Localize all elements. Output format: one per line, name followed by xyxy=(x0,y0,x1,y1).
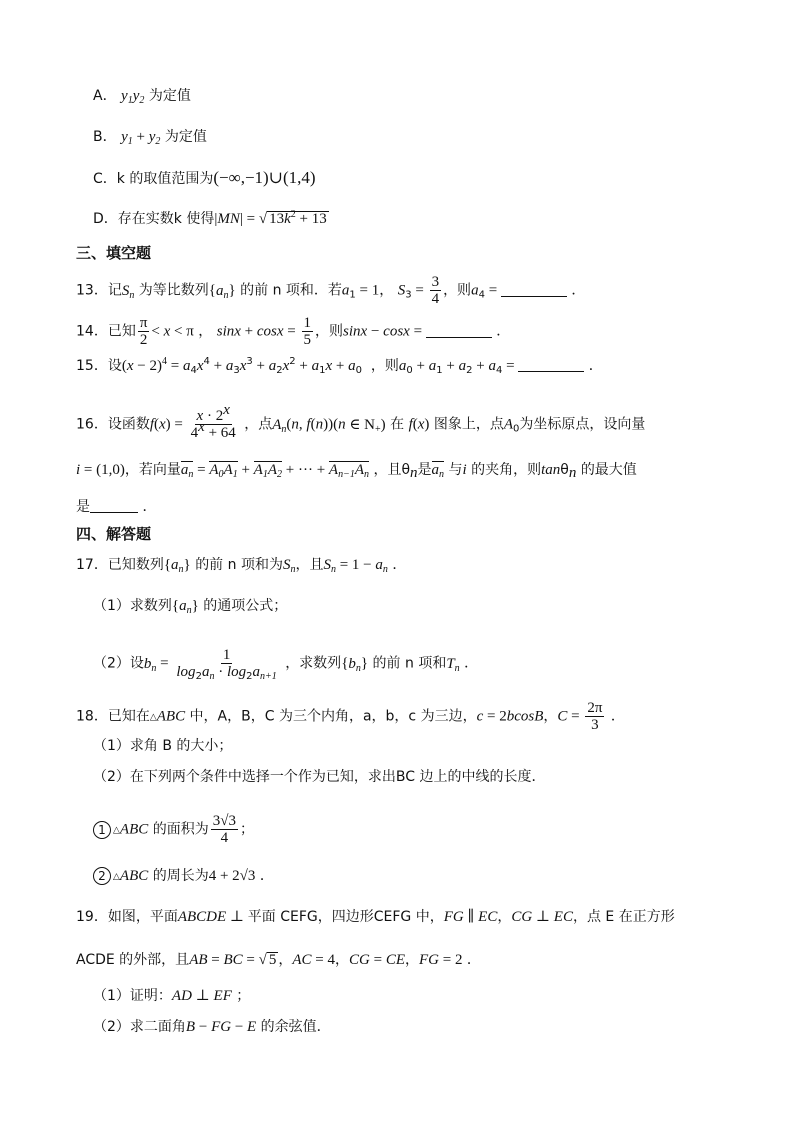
question-19-part-1: （1）证明：AD ⊥ EF ； xyxy=(93,988,251,1004)
question-17-part-2: （2）设$b_n$ = $\frac{1}{\log_2a_n \cdot \log_2a_{n+1}}$ ，求数列$\{b_n\}$ 的前 n 项和$T_n$ ． xyxy=(93,647,479,682)
question-16-cont: i = (1,0)，若向量$a_n = A_0A_1 + A_1A_2$ + ··· + $A_{n-1}A_n$ ，且$\theta_n$是$a_n$ 与i 的夹角，则tanθ$_n$ 的最大值 xyxy=(76,462,637,481)
question-18-condition-1: 1 △ABC 的面积为 $\frac{3√3}{4}$ ； xyxy=(93,813,254,846)
question-19-part-2: （2）求二面角B − FG − E 的余弦值． xyxy=(93,1019,331,1035)
option-d: D．存在实数k 使得|MN| = √ $13k^2 + 13$ xyxy=(93,209,327,227)
option-a: A． $y_1y_2$ 为定值 xyxy=(93,88,191,106)
question-13: 13．记$S_n$ 为等比数列$\{a_n\}$ 的前 n 项和．若$a_1 = 1$， $S_3$ = $\frac{3}{4}$ ，则$a_4$ = ． xyxy=(76,274,586,307)
question-19-cont: ACDE 的外部，且AB = BC = √ 5 ，AC = 4，CG = CE，FG = 2 ． xyxy=(76,952,481,968)
section-solve: 四、解答题 xyxy=(76,525,152,543)
question-18-part-1: （1）求角 B 的大小； xyxy=(93,738,233,754)
question-19: 19．如图，平面ABCDE ⊥ 平面 CEFG，四边形CEFG 中，FG ∥ EC，CG ⊥ EC，点 E 在正方形 xyxy=(76,909,675,925)
question-14: 14．已知 $\frac{\pi}{2}$ < x < π ， sinx + cosx = $\frac{1}{5}$ ，则sinx − cosx = ． xyxy=(76,315,511,348)
question-18: 18．已知在△ABC 中，A，B，C 为三个内角，a，b，c 为三边，c = 2bcosB，C = $\frac{2\pi}{3}$ ． xyxy=(76,700,625,733)
question-17: 17．已知数列$\{a_n\}$ 的前 n 项和为$S_n$，且$S_n = 1 - a_n$ ． xyxy=(76,557,407,575)
question-15: 15．设$(x - 2)^4 = a_4x^4 + a_3x^3 + a_2x^2 + a_1x + a_0$ ，则$a_0 + a_1 + a_2 + a_4$ = ． xyxy=(76,356,603,376)
section-fill-blank: 三、填空题 xyxy=(76,244,152,262)
question-16: 16．设函数f(x) = $\frac{x \cdot 2^x}{4^x + 64}$ ，点$A_n(n$, f(n))(n ∈ $N_+$) 在 f(x) 图象上，点$A_0$为坐标原点，设向量 xyxy=(76,402,646,441)
question-17-part-1: （1）求数列$\{a_n\}$ 的通项公式； xyxy=(93,598,288,616)
option-c: C．k 的取值范围为(−∞,−1)∪(1,4) xyxy=(93,168,316,187)
option-b: B． $y_1 + y_2$ 为定值 xyxy=(93,129,207,147)
question-16-answer: 是 ． xyxy=(76,499,157,515)
question-18-condition-2: 2 △ABC 的周长为4 + 2√3 ． xyxy=(93,866,274,887)
question-18-part-2: （2）在下列两个条件中选择一个作为已知，求出BC 边上的中线的长度． xyxy=(93,769,546,785)
